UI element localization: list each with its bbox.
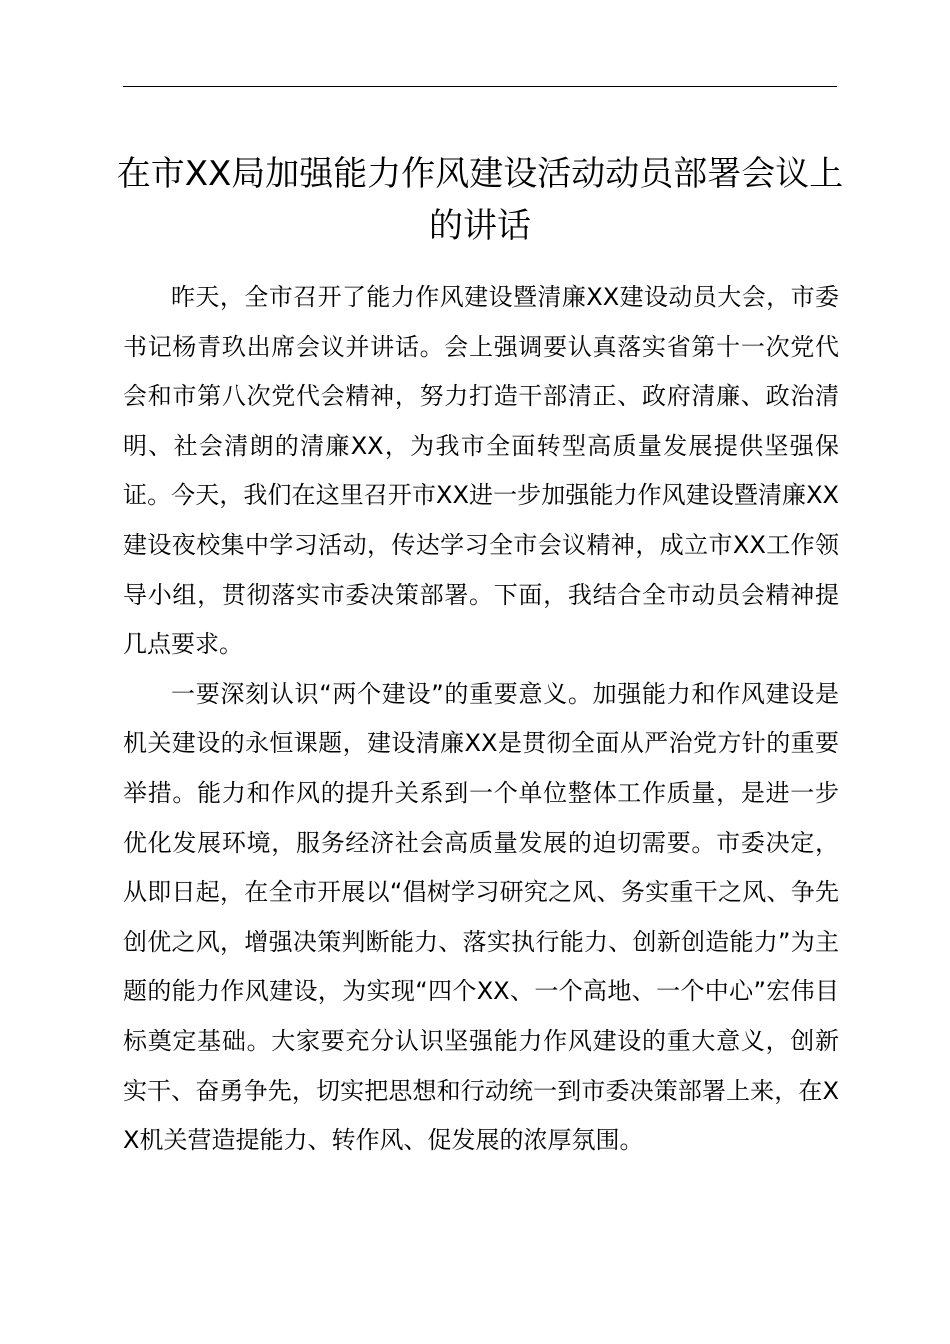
document-title: 在市XX局加强能力作风建设活动动员部署会议上的讲话	[116, 154, 844, 246]
document-body	[123, 273, 839, 1166]
header-rule	[123, 86, 837, 87]
paragraph-intro: 昨天，全市召开了能力作风建设暨清廉XX建设动员大会，市委书记杨青玖出席会议并讲话。会上强调要认真落实省第十一次党代会和市第八次党代会精神，努力打造干部清正、政府清廉、政治清明、社会清朗的清廉XX，为我市全面转型高质量发展提供坚强保证。今天，我们在这里召开市XX进一步加强能力作风建设暨清廉XX建设夜校集中学习活动，传达学习全市会议精神，成立市XX工作领导小组，贯彻落实市委决策部署。下面，我结合全市动员会精神提几点要求。	[123, 283, 839, 659]
paragraph-point-one: 一要深刻认识“两个建设”的重要意义。加强能力和作风建设是机关建设的永恒课题，建设清廉XX是贯彻全面从严治党方针的重要举措。能力和作风的提升关系到一个单位整体工作质量，是进一步优化发展环境，服务经济社会高质量发展的迫切需要。市委决定，从即日起，在全市开展以“倡树学习研究之风、务实重干之风、争先创优之风，增强决策判断能力、落实执行能力、创新创造能力”为主题的能力作风建设，为实现“四个XX、一个高地、一个中心”宏伟目标奠定基础。大家要充分认识坚强能力作风建设的重大意义，创新实干、奋勇争先，切实把思想和行动统一到市委决策部署上来，在XX机关营造提能力、转作风、促发展的浓厚氛围。	[123, 679, 839, 1155]
